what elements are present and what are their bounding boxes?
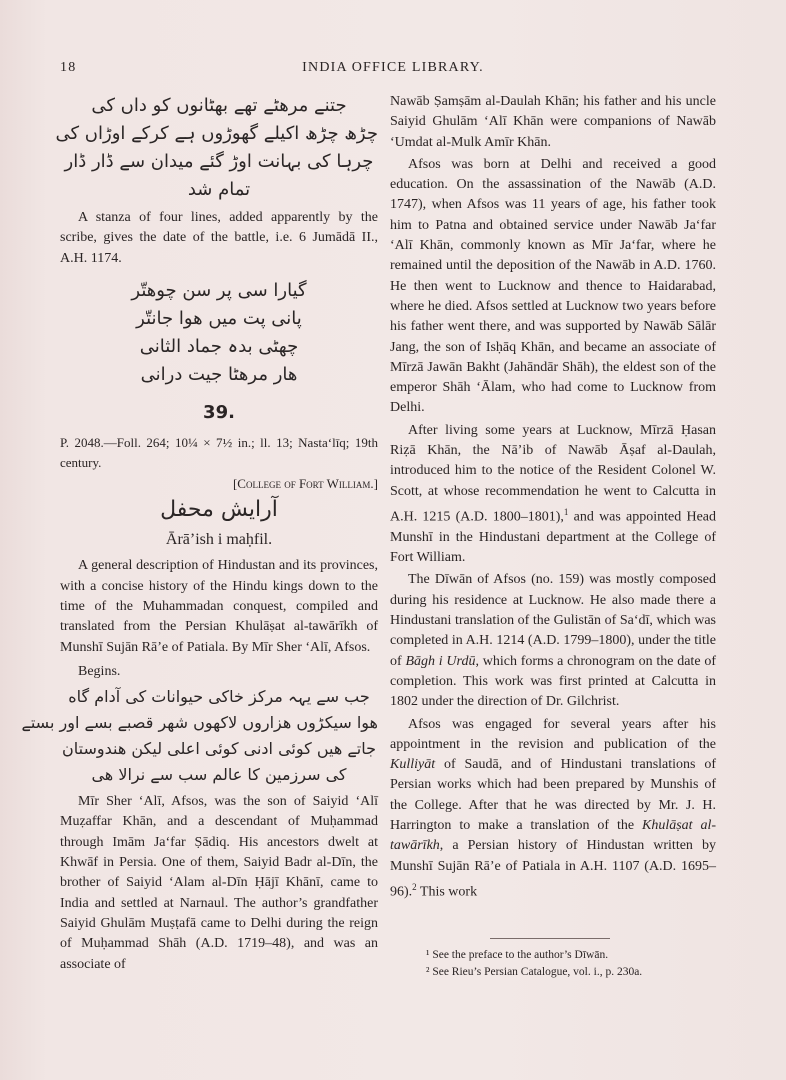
text-span: and was appointed Head Munshī in the Hindustani department at the College of Fort William.	[390, 509, 717, 566]
right-column	[390, 92, 716, 903]
urdu-line: چرہا کی بہانت اوڑ گئے میدان سے ڈار ڈار	[64, 151, 374, 172]
title-transliteration: Ārā’ish i maḥfil.	[165, 531, 273, 549]
shelf-mark: P. 2048.—Foll. 264; 10¼ × 7½ in.; ll. 13; Nasta‘līq; 19th century.	[60, 435, 378, 471]
biography: Mīr Sher ‘Alī, Afsos, was the son of Saiyid ‘Alī Muẓaffar Khān, and a descendant of Muḥammad through Imām Ja‘far Ṣādiq. His ancestors dwelt at Khwāf in Persia. One of them, Saiyid Badr al-Dīn, the brother of Saiyid ‘Alam al-Dīn Ḥājī Khānī, came to India and settled at Narnaul. The author’s grandfather Saiyid Ghulām Muṣṭafā came to Delhi during the reign of Muḥammad Shāh (A.D. 1719–48), and was an associate of	[60, 794, 378, 972]
urdu-line: چھٹی بدہ جماد الثانی	[139, 335, 299, 357]
footnote-mark: ¹	[426, 949, 430, 961]
footnote-ref: 2	[412, 881, 417, 892]
urdu-line: جتنے مرهٹے تھے بهٹانوں کو داں کی	[91, 95, 347, 116]
page-header	[60, 60, 726, 82]
urdu-stanza-2	[60, 277, 378, 389]
text-span: This work	[416, 884, 478, 900]
urdu-line: تمام شد	[187, 179, 251, 200]
paragraph-3	[390, 421, 716, 569]
footnote-ref: 1	[563, 506, 569, 517]
paragraph-4	[390, 570, 716, 712]
paragraph-5	[390, 715, 716, 903]
footnote-text: See Rieu’s Persian Catalogue, vol. i., p. 230a.	[432, 966, 643, 978]
urdu-line: جاتے هیں کوئی ادنی کوئی اعلی لیکن هندوستان	[62, 739, 376, 759]
footnote	[390, 964, 716, 981]
left-column	[21, 92, 378, 975]
footnotes	[390, 938, 716, 981]
footnote-rule	[490, 938, 610, 939]
page-number: 18	[60, 60, 77, 75]
urdu-line: کی سرزمین کا عالم سب سے نرالا هی	[91, 765, 347, 785]
urdu-line: جب سے یہہ مرکز خاکی حیوانات کی آدام گاه	[68, 687, 370, 707]
collection-note: [College of Fort William.]	[232, 475, 378, 491]
footnote-text: See the preface to the author’s Dīwān.	[432, 949, 609, 961]
text-span: of Saudā, and of Hindustani translations of Persian works which had been prepared by Munshis of the College. After that he was directed by Mr. J. H. Harrington to make a translation of the	[390, 757, 716, 834]
urdu-line: چڑھ چڑھ اکیلے گھوڑوں ہے کرکے اوڑاں کی	[55, 123, 378, 144]
footnote-mark: ²	[426, 966, 430, 978]
stanza-caption: A stanza of four lines, added apparently by the scribe, gives the date of the battle, i.e. 6 Jumādā II., A.H. 1174.	[60, 210, 378, 266]
running-title: INDIA OFFICE LIBRARY.	[302, 60, 484, 75]
work-title: Kulliyāt	[390, 757, 436, 773]
description: A general description of Hindustan and its provinces, with a concise history of the Hindu kings down to the time of the Muhammadan conquest, compiled and translated from the Persian Khulāṣat al-tawārīkh of Munshī Sujān Rā’e of Patiala. By Mīr Sher ‘Alī, Afsos.	[60, 558, 378, 655]
paragraph-1: Nawāb Ṣamṣām al-Daulah Khān; his father and his uncle Saiyid Ghulām ‘Alī Khān were companions of Nawāb ‘Umdat al-Mulk Amīr Khān.	[390, 94, 716, 150]
paragraph-2: Afsos was born at Delhi and received a good education. On the assassination of the Nawāb (A.D. 1747), when Afsos was 11 years of age, his father took him to Patna and obtained service under Nawāb Ja‘far ‘Alī Khān, commonly known as Mīr Ja‘far, where he remained until the deposition of the Nawāb in A.D. 1760. He then went to Lucknow and thence to Haidarabad, where he died. Afsos settled at Lucknow two years before his father went there, and was supported by Nawāb Sālār Jang, the son of Isḥāq Khān, and became an associate of Mīrzā Jawān Bakht (Jahāndār Shāh), the eldest son of the emperor Shāh ‘Ālam, who had come to Lucknow from Delhi.	[390, 156, 716, 416]
urdu-line: پانی پت میں هوا جانتّر	[136, 307, 302, 329]
urdu-line: هوا سیکڑوں هزاروں لاکهوں شهر قصبے بسے اور بستے	[21, 713, 378, 733]
entry-number: 39.	[203, 401, 235, 423]
text-span: , which forms a chronogram on the date of completion. This work was first printed at Calcutta in 1802 under the direction of Dr. Gilchrist.	[390, 653, 716, 710]
text-span: Afsos was engaged for several years after his appointment in the revision and publication of the	[390, 716, 716, 752]
work-title: Khulāṣat al-tawārīkh	[390, 818, 716, 854]
text-span: After living some years at Lucknow, Mīrzā Ḥasan Riẓā Khān, the Nā’ib of Nawāb Āṣaf al-Daulah, introduced him to the notice of the Resident Colonel W. Scott, at whose recommendation he went to Calcutta in A.H. 1215 (A.D. 1800–1801),	[390, 422, 716, 525]
title-urdu: آرایش محفل	[160, 497, 278, 523]
urdu-line: هار مرهٹا جیت درانی	[140, 363, 298, 385]
text-span: , a Persian history of Hindustan written by Munshī Sujān Rā’e of Patiala in A.H. 1107 (A.D. 1695–96).	[390, 838, 716, 900]
urdu-stanza-1	[55, 92, 378, 204]
work-title: Bāgh i Urdū	[405, 653, 476, 669]
footnote	[390, 947, 716, 964]
begins-label: Begins.	[78, 663, 121, 679]
text-span: The Dīwān of Afsos (no. 159) was mostly composed during his residence at Lucknow. He also made there a Hindustani translation of the Gulistān of Sa‘dī, which was completed in A.H. 1214 (A.D. 1799–1800), under the title of	[390, 572, 716, 669]
urdu-line: گیارا سی پر سن چوهتّر	[131, 279, 307, 301]
urdu-begins	[21, 684, 378, 788]
